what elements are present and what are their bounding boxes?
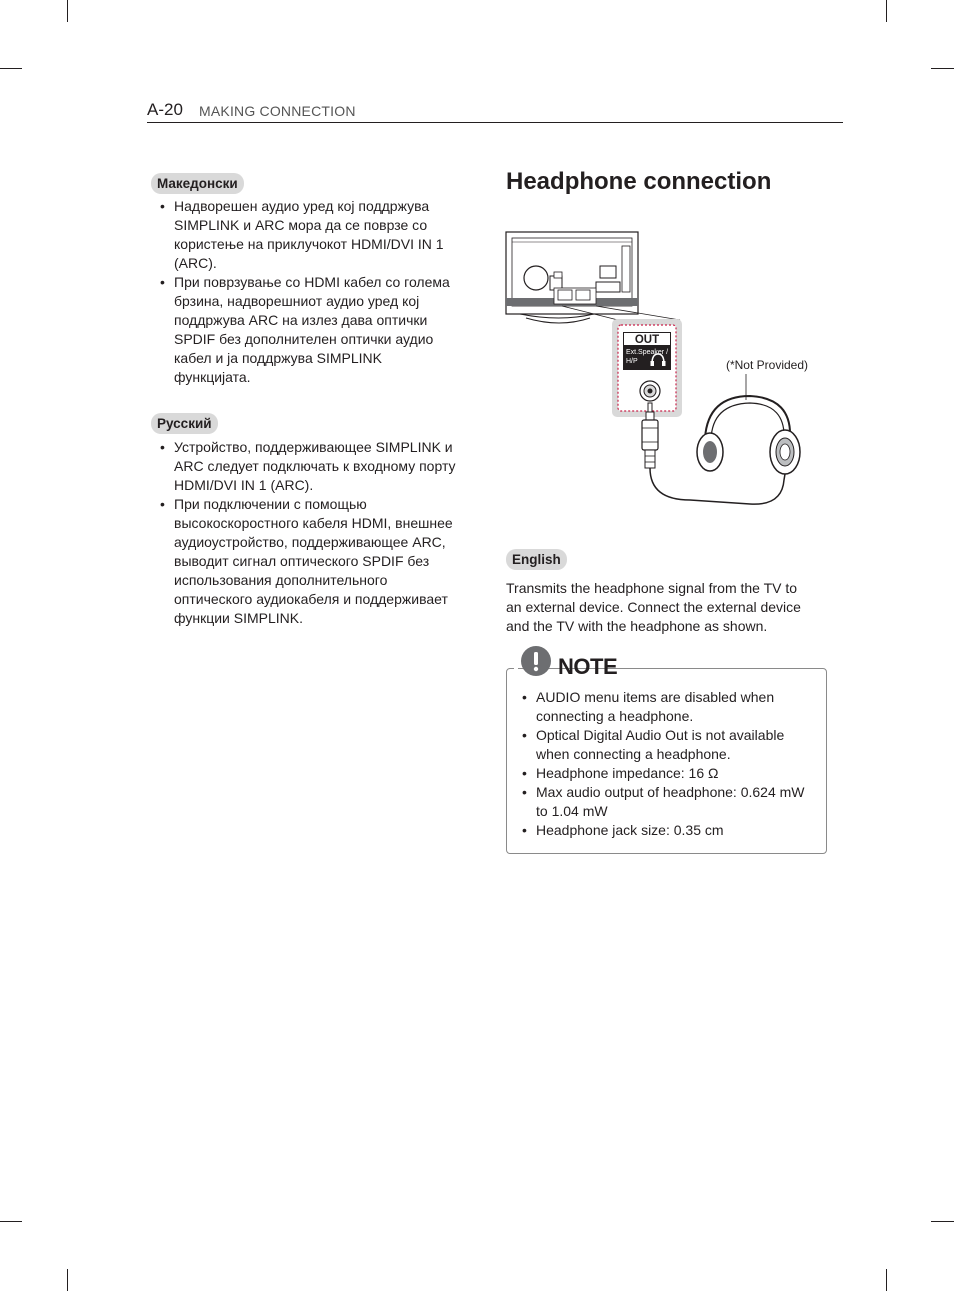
crop-mark — [931, 68, 954, 69]
headphone-connection-diagram — [500, 228, 840, 518]
list-item: • Надворешен аудио уред кој поддржува SIMPLINK и ARC мора да се поврзе со користење на приклучокот HDMI/DVI IN 1 (ARC). — [152, 197, 462, 273]
list-item: • Устройство, поддерживающее SIMPLINK и ARC следует подключать к входному порту HDMI/DVI IN 1 (ARC). — [152, 438, 464, 495]
crop-mark — [0, 68, 22, 69]
list-item: • Optical Digital Audio Out is not available when connecting a headphone. — [514, 726, 814, 764]
headphone-cable — [650, 468, 786, 504]
exclamation-icon — [514, 645, 554, 685]
russian-list — [152, 438, 464, 628]
macedonian-list — [152, 197, 462, 387]
language-label-macedonian: Македонски — [151, 173, 244, 194]
section-title: MAKING CONNECTION — [199, 103, 356, 119]
port-zoom-panel — [562, 306, 682, 417]
crop-mark — [67, 1269, 68, 1291]
list-item: • При поврзување со HDMI кабел со голема брзина, надворешниот аудио уред кој поддржува ARC на излез дава оптички SPDIF без дополнителен оптички аудио кабел и ја поддржува SIMPLINK функцијата. — [152, 273, 462, 387]
not-provided-label: (*Not Provided) — [725, 358, 808, 372]
crop-mark — [886, 1269, 887, 1291]
crop-mark — [0, 1221, 22, 1222]
list-item: • Max audio output of headphone: 0.624 mW to 1.04 mW — [514, 783, 814, 821]
crop-mark — [886, 0, 887, 22]
ext-speaker-label: Ext.Speaker / — [626, 349, 669, 356]
headphones-illustration — [697, 396, 800, 474]
note-list — [514, 688, 814, 840]
list-item: • AUDIO menu items are disabled when connecting a headphone. — [514, 688, 814, 726]
crop-mark — [931, 1221, 954, 1222]
hp-label: H/P — [626, 358, 638, 365]
language-label-english: English — [506, 549, 567, 570]
out-port-label: OUT — [634, 334, 660, 346]
list-item: • При подключении с помощью высокоскоростного кабеля HDMI, внешнее аудиоустройство, поддерживающее ARC, выводит сигнал оптического SPDIF без использования дополнительного оптического аудиокабеля и поддерживает функции SIMPLINK. — [152, 495, 464, 628]
note-header — [514, 645, 618, 685]
list-item: • Headphone impedance: 16 Ω — [514, 764, 814, 783]
page-number: A-20 — [147, 100, 183, 119]
note-title: NOTE — [558, 654, 618, 679]
language-label-russian: Русский — [151, 413, 218, 434]
list-item: • Headphone jack size: 0.35 cm — [514, 821, 814, 840]
english-description: Transmits the headphone signal from the TV to an external device. Connect the external device and the TV with the headphone as shown. — [506, 580, 801, 634]
crop-mark — [67, 0, 68, 22]
page-header — [147, 100, 843, 123]
page-title: Headphone connection — [506, 168, 772, 195]
